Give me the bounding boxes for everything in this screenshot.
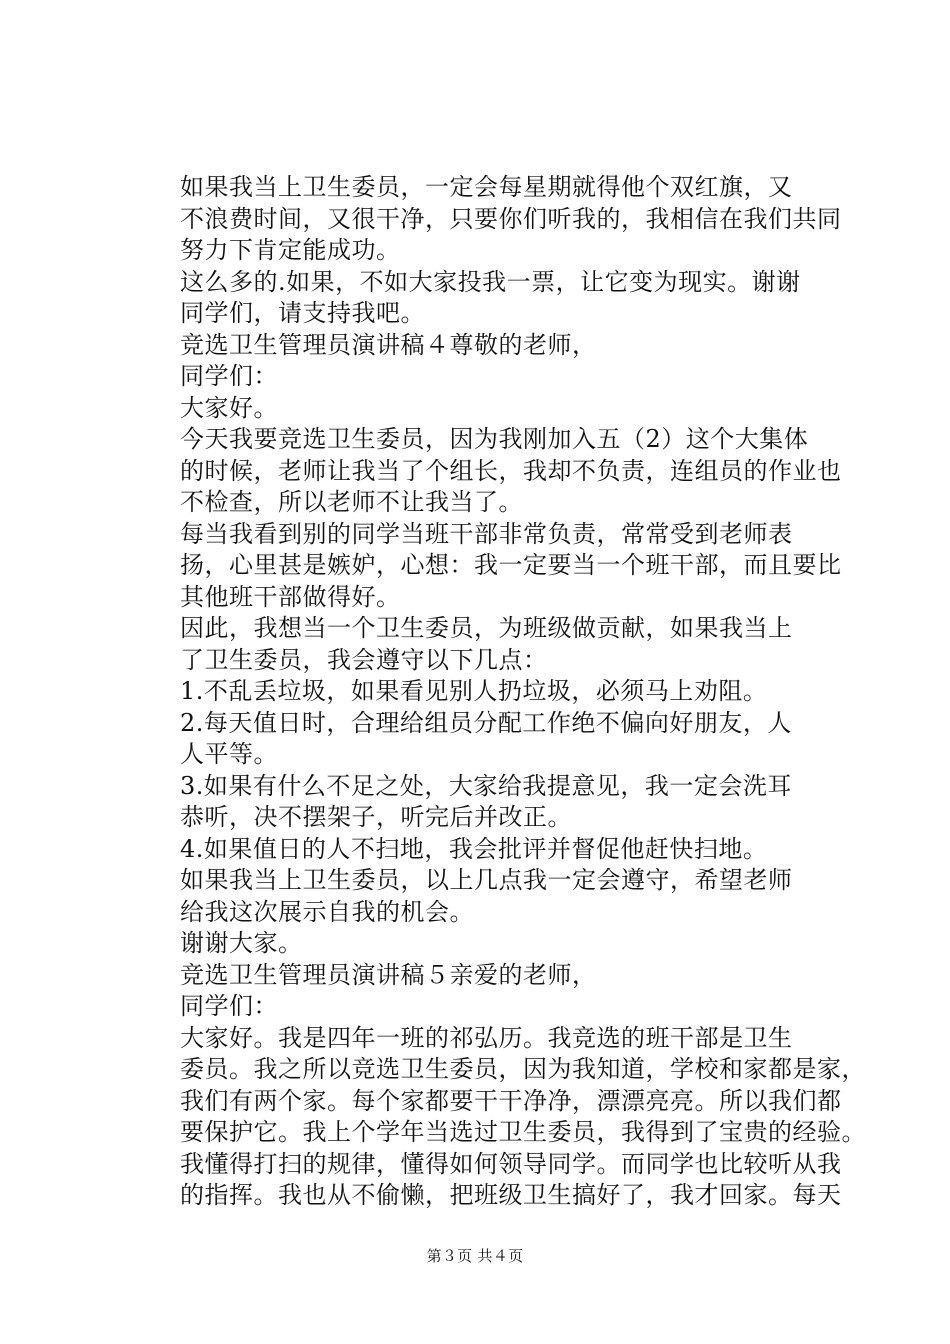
text-line: 同学们：	[180, 362, 278, 390]
text-line: 要保护它。我上个学年当选过卫生委员，我得到了宝贵的经验。	[180, 1118, 866, 1146]
text-line: 我们有两个家。每个家都要干干净净，漂漂亮亮。所以我们都	[180, 1086, 842, 1115]
text-line: 大家好。	[180, 393, 278, 422]
paragraph	[132, 1023, 866, 1212]
text-line: 每当我看到别的同学当班干部非常负责，常常受到老师表	[180, 519, 793, 548]
text-line: 我懂得打扫的规律，懂得如何领导同学。而同学也比较听从我	[180, 1149, 842, 1178]
text-line: 1.不乱丢垃圾，如果看见别人扔垃圾，必须马上劝阻。	[180, 677, 768, 705]
paragraph	[132, 676, 832, 708]
text-line: 的时候，老师让我当了个组长，我却不负责，连组员的作业也	[180, 456, 842, 485]
paragraph	[132, 519, 842, 614]
text-line: 人平等。	[180, 740, 278, 768]
text-line: 今天我要竞选卫生委员，因为我刚加入五（2）这个大集体	[180, 425, 809, 453]
text-line: 2.每天值日时，合理给组员分配工作绝不偏向好朋友，人	[180, 708, 792, 737]
text-line: 的指挥。我也从不偷懒，把班级卫生搞好了，我才回家。每天	[180, 1181, 842, 1209]
text-line: 4.如果值日的人不扫地，我会批评并督促他赶快扫地。	[180, 834, 768, 863]
text-line: 这么多的.如果，不如大家投我一票，让它变为现实。谢谢	[180, 267, 801, 296]
text-line: 如果我当上卫生委员，一定会每星期就得他个双红旗，又	[180, 173, 793, 201]
text-line: 竞选卫生管理员演讲稿５亲爱的老师，	[180, 960, 597, 989]
paragraph	[132, 865, 832, 928]
text-line: 因此，我想当一个卫生委员，为班级做贡献，如果我当上	[180, 614, 793, 642]
paragraph	[132, 330, 832, 362]
text-line: 给我这次展示自我的机会。	[180, 897, 474, 926]
text-line: 同学们：	[180, 992, 278, 1020]
text-line: 3.如果有什么不足之处，大家给我提意见，我一定会洗耳	[180, 771, 792, 800]
paragraph	[132, 771, 832, 834]
text-line: 恭听，决不摆架子，听完后并改正。	[180, 803, 572, 831]
text-line: 扬，心里甚是嫉妒，心想：我一定要当一个班干部，而且要比	[180, 551, 842, 579]
text-line: 委员。我之所以竞选卫生委员，因为我知道，学校和家都是家，	[180, 1055, 866, 1083]
paragraph	[132, 172, 842, 267]
paragraph	[132, 424, 842, 519]
paragraph	[132, 613, 832, 676]
paragraph	[132, 928, 832, 960]
text-line: 不检查，所以老师不让我当了。	[180, 488, 523, 516]
paragraph	[132, 991, 832, 1023]
text-line: 谢谢大家。	[180, 929, 303, 957]
text-line: 了卫生委员，我会遵守以下几点：	[180, 645, 548, 674]
text-line: 大家好。我是四年一班的祁弘历。我竞选的班干部是卫生	[180, 1023, 793, 1052]
document-body	[132, 172, 866, 1212]
paragraph	[132, 708, 832, 771]
page-number-footer: 第３页 共４页	[426, 1247, 524, 1265]
text-line: 不浪费时间，又很干净，只要你们听我的，我相信在我们共同	[180, 204, 842, 233]
paragraph	[132, 960, 832, 992]
paragraph	[132, 361, 832, 393]
text-line: 努力下肯定能成功。	[180, 236, 401, 264]
paragraph	[132, 393, 832, 425]
text-line: 竞选卫生管理员演讲稿４尊敬的老师，	[180, 330, 597, 359]
text-line: 其他班干部做得好。	[180, 582, 401, 611]
text-line: 同学们，请支持我吧。	[180, 299, 425, 327]
paragraph	[132, 834, 832, 866]
text-line: 如果我当上卫生委员，以上几点我一定会遵守，希望老师	[180, 866, 793, 894]
paragraph	[132, 267, 832, 330]
